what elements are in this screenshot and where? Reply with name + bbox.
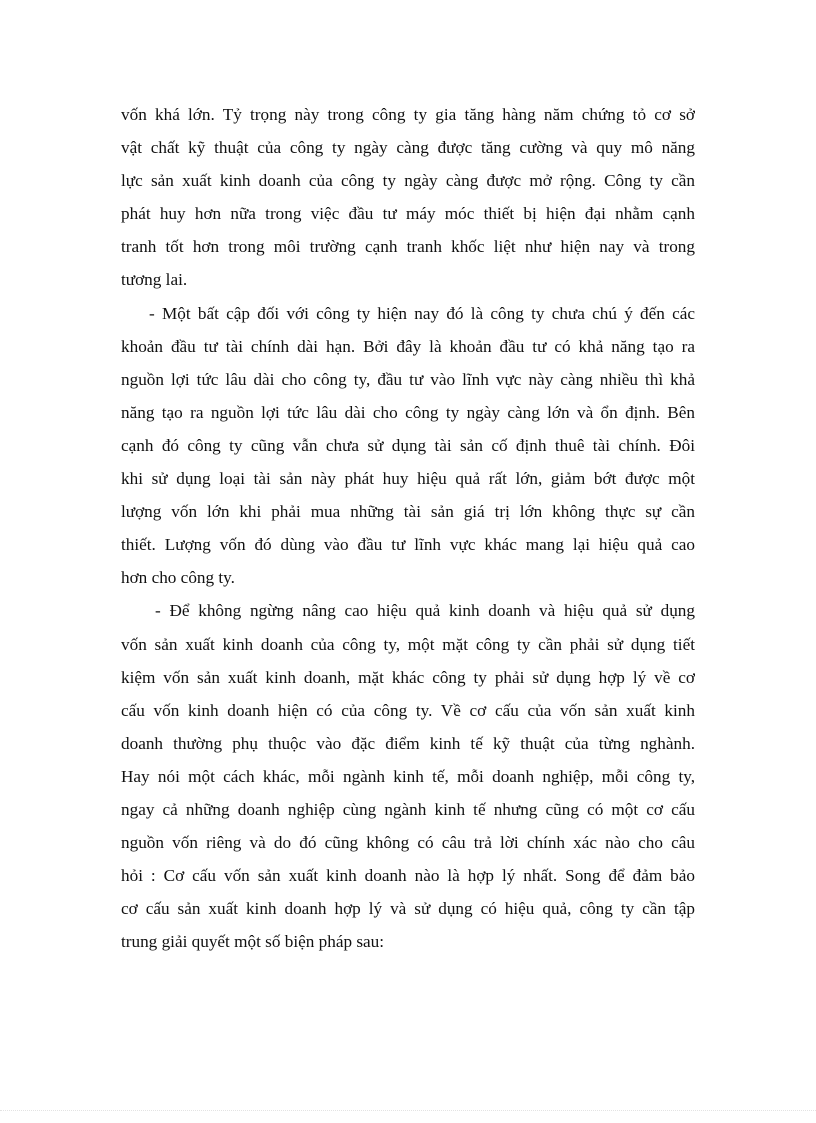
paragraph-1: [121, 98, 695, 297]
text-line: vốn sản xuất kinh doanh của công ty, một mặt công ty cần phải sử dụng tiết: [121, 634, 695, 654]
text-line: trung giải quyết một số biện pháp sau:: [121, 932, 385, 952]
text-line: doanh thường phụ thuộc vào đặc điểm kinh tế kỹ thuật của từng nghành.: [121, 733, 695, 753]
text-line: kiệm vốn sản xuất kinh doanh, mặt khác công ty phải sử dụng hợp lý về cơ: [121, 667, 695, 687]
text-line: khi sử dụng loại tài sản này phát huy hiệu quả rất lớn, giảm bớt được một: [121, 469, 695, 489]
text-line: tương lai.: [121, 270, 188, 290]
text-line: - Một bất cập đối với công ty hiện nay đó là công ty chưa chú ý đến các: [149, 303, 695, 323]
text-line: tranh tốt hơn trong môi trường cạnh tranh khốc liệt như hiện nay và trong: [121, 237, 695, 257]
text-line: năng tạo ra nguồn lợi tức lâu dài cho công ty ngày càng lớn và ổn định. Bên: [121, 402, 695, 422]
text-line: hơn cho công ty.: [121, 568, 235, 588]
text-line: nguồn vốn riêng và do đó cũng không có câu trả lời chính xác nào cho câu: [121, 833, 695, 853]
paragraph-2: [121, 297, 695, 595]
text-line: Hay nói một cách khác, mỗi ngành kinh tế, mỗi doanh nghiệp, mỗi công ty,: [121, 766, 695, 786]
page-bottom-edge: [0, 1110, 816, 1112]
text-line: lực sản xuất kinh doanh của công ty ngày càng được mở rộng. Công ty cần: [121, 171, 695, 191]
text-line: lượng vốn lớn khi phải mua những tài sản giá trị lớn không thực sự cần: [121, 502, 695, 522]
text-line: ngay cả những doanh nghiệp cùng ngành kinh tế nhưng cũng có một cơ cấu: [121, 799, 695, 819]
text-line: vật chất kỹ thuật của công ty ngày càng được tăng cường và quy mô năng: [121, 138, 695, 158]
text-line: phát huy hơn nữa trong việc đầu tư máy móc thiết bị hiện đại nhằm cạnh: [121, 204, 695, 224]
text-line: cấu vốn kinh doanh hiện có của công ty. Về cơ cấu của vốn sản xuất kinh: [121, 700, 695, 720]
paragraph-3: [121, 594, 695, 958]
text-line: cạnh đó công ty cũng vẫn chưa sử dụng tài sản cố định thuê tài chính. Đôi: [121, 435, 695, 455]
document-body: [121, 98, 695, 958]
text-line: - Để không ngừng nâng cao hiệu quả kinh doanh và hiệu quả sử dụng: [155, 601, 695, 621]
text-line: vốn khá lớn. Tỷ trọng này trong công ty gia tăng hàng năm chứng tỏ cơ sở: [121, 105, 695, 124]
text-line: thiết. Lượng vốn đó dùng vào đầu tư lĩnh vực khác mang lại hiệu quả cao: [121, 535, 695, 555]
text-line: khoản đầu tư tài chính dài hạn. Bởi đây là khoản đầu tư có khả năng tạo ra: [121, 336, 695, 356]
text-line: hỏi : Cơ cấu vốn sản xuất kinh doanh nào là hợp lý nhất. Song để đảm bảo: [121, 866, 695, 886]
text-line: nguồn lợi tức lâu dài cho công ty, đầu tư vào lĩnh vực này càng nhiều thì khả: [121, 369, 695, 389]
text-line: cơ cấu sản xuất kinh doanh hợp lý và sử dụng có hiệu quả, công ty cần tập: [121, 899, 695, 919]
